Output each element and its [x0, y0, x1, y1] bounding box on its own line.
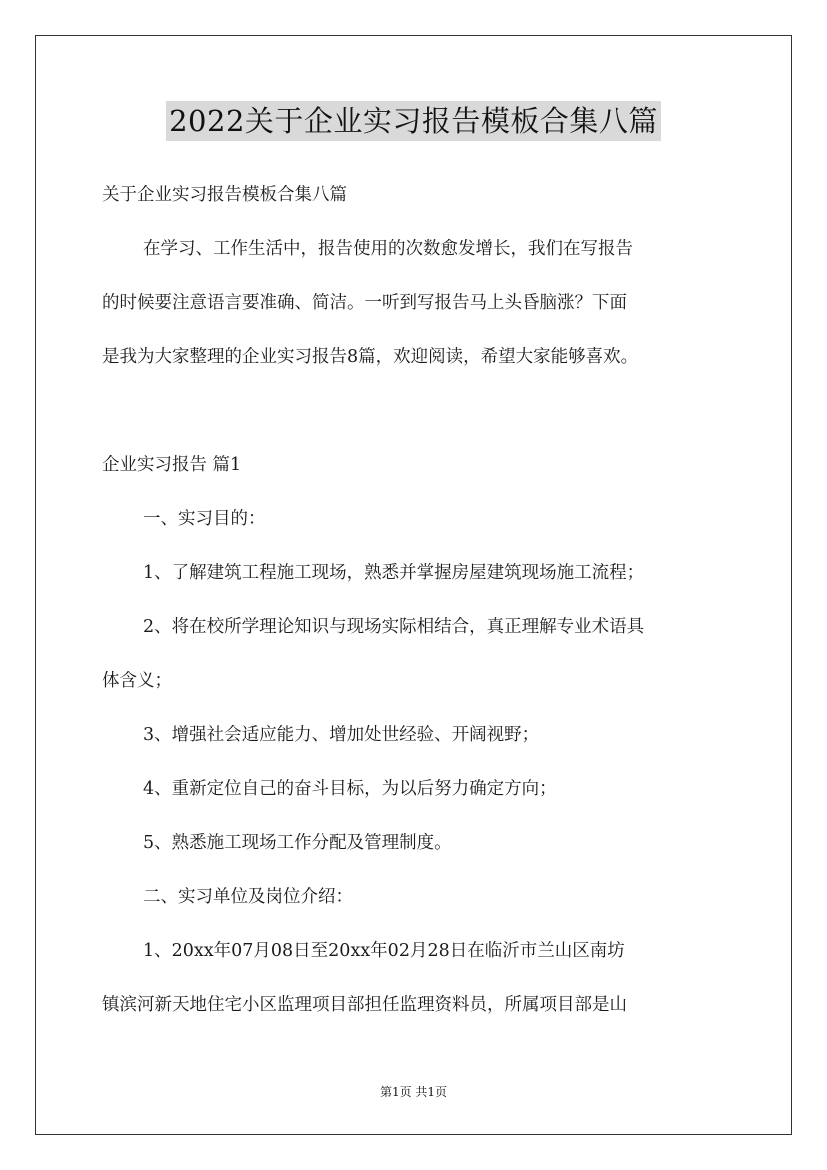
subtitle-line: 关于企业实习报告模板合集八篇: [102, 185, 347, 205]
list-item: 4、重新定位自己的奋斗目标，为以后努力确定方向；: [143, 779, 557, 799]
subsection-heading: 二、实习单位及岗位介绍：: [143, 887, 353, 907]
list-item: 1、了解建筑工程施工现场，熟悉并掌握房屋建筑现场施工流程；: [143, 563, 645, 583]
list-item: 3、增强社会适应能力、增加处世经验、开阔视野；: [143, 725, 540, 745]
list-item-continuation: 镇滨河新天地住宅小区监理项目部担任监理资料员，所属项目部是山: [102, 995, 627, 1015]
list-item: 5、熟悉施工现场工作分配及管理制度。: [143, 833, 452, 853]
list-item-continuation: 体含义；: [102, 671, 172, 691]
list-item: 1、20xx年07月08日至20xx年02月28日在临沂市兰山区南坊: [143, 941, 625, 961]
document-title: 2022关于企业实习报告模板合集八篇: [166, 101, 661, 141]
list-item: 2、将在校所学理论知识与现场实际相结合，真正理解专业术语具: [143, 617, 645, 637]
section-heading: 企业实习报告 篇1: [102, 455, 242, 475]
paragraph-line: 在学习、工作生活中，报告使用的次数愈发增长，我们在写报告: [143, 239, 633, 259]
paragraph-line: 的时候要注意语言要准确、简洁。一听到写报告马上头昏脑涨？下面: [102, 293, 627, 313]
paragraph-line: 是我为大家整理的企业实习报告8篇，欢迎阅读，希望大家能够喜欢。: [102, 347, 639, 367]
title-block: [0, 101, 827, 141]
subsection-heading: 一、实习目的：: [143, 509, 266, 529]
page-number: 第1页 共1页: [379, 1085, 448, 1099]
